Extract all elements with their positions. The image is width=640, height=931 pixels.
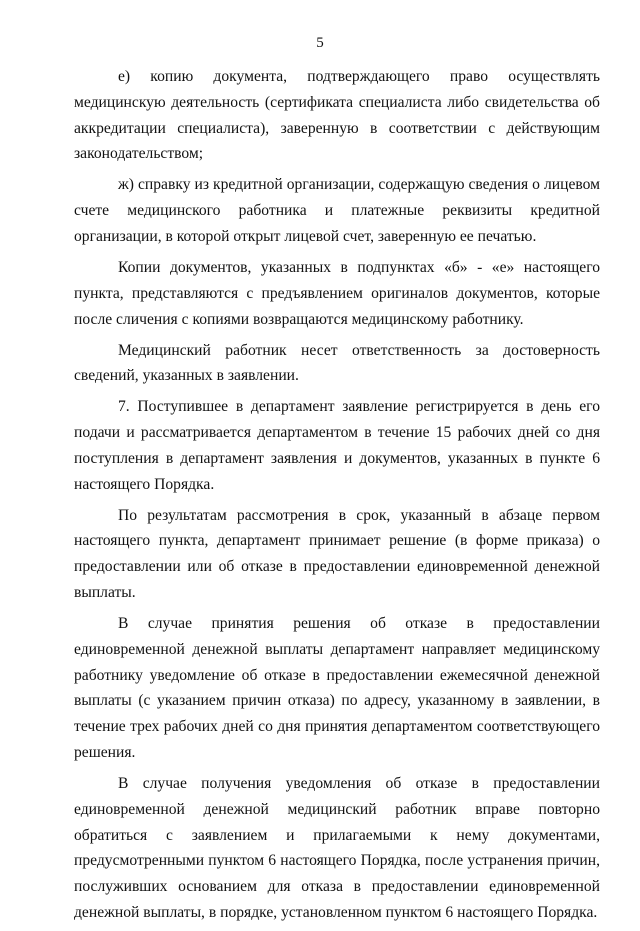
paragraph-zh-bank-certificate: ж) справку из кредитной организации, содержащую сведения о лицевом счете медицинского работника и платежные реквизиты кредитной организации, в которой открыт лицевой счет, заверенную ее печатью. bbox=[74, 176, 600, 245]
paragraph-refusal-notification: В случае принятия решения об отказе в предоставлении единовременной денежной выплаты департамент направляет медицинскому работнику уведомление об отказе в предоставлении ежемесячной денежной выплаты (с указанием причин отказа) по адресу, указанному в заявлении, в течение трех рабочих дней со дня принятия департаментом соответствующего решения. bbox=[74, 615, 600, 762]
paragraph-e-license-copy: е) копию документа, подтверждающего право осуществлять медицинскую деятельность (сертификата специалиста либо свидетельства об аккредитации специалиста), заверенную в соответствии с действующим законодательством; bbox=[74, 68, 600, 163]
document-body bbox=[74, 64, 600, 931]
paragraph-document-copies: Копии документов, указанных в подпунктах «б» - «е» настоящего пункта, представляются с предъявлением оригиналов документов, которые после сличения с копиями возвращаются медицинскому работнику. bbox=[74, 258, 600, 328]
paragraph-reapplication: В случае получения уведомления об отказе в предоставлении единовременной денежной медицинский работник вправе повторно обратиться с заявлением и прилагаемыми к нему документами, предусмотренными пунктом 6 настоящего Порядка, после устранения причин, послуживших основанием для отказа в предоставлении единовременной денежной выплаты, в порядке, установленном пунктом 6 настоящего Порядка. bbox=[74, 775, 600, 922]
paragraph-responsibility: Медицинский работник несет ответственность за достоверность сведений, указанных в заявлении. bbox=[74, 341, 600, 385]
page-number: 5 bbox=[316, 35, 324, 51]
paragraph-item-7-registration: 7. Поступившее в департамент заявление регистрируется в день его подачи и рассматривается департаментом в течение 15 рабочих дней со дня поступления в департамент заявления и документов, указанных в пункте 6 настоящего Порядка. bbox=[74, 398, 600, 493]
paragraph-decision: По результатам рассмотрения в срок, указанный в абзаце первом настоящего пункта, департамент принимает решение (в форме приказа) о предоставлении или об отказе в предоставлении единовременной денежной выплаты. bbox=[74, 506, 600, 602]
